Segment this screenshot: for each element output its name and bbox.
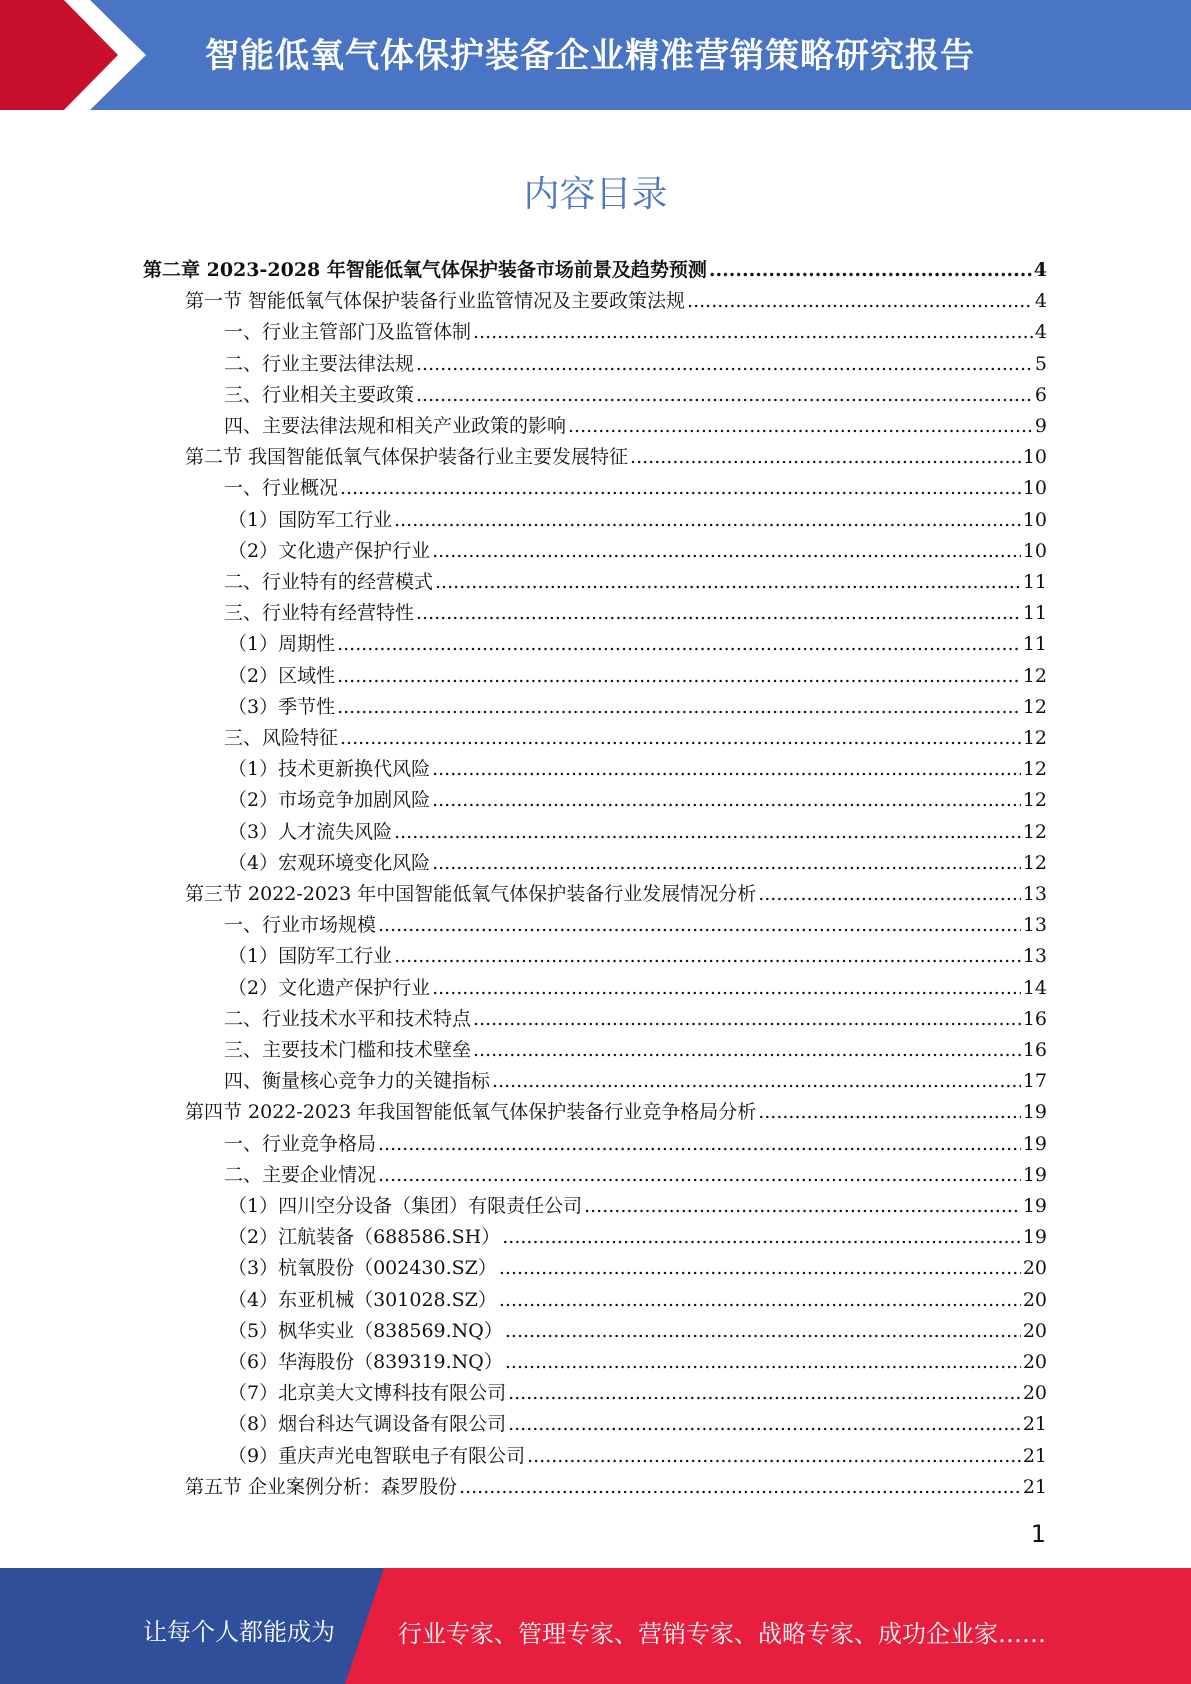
toc-leader-dots — [432, 852, 1021, 874]
toc-entry-label: （1）周期性 — [228, 633, 336, 656]
toc-entry-label: 三、行业特有经营特性 — [224, 602, 415, 625]
toc-entry[interactable] — [228, 848, 1047, 879]
toc-entry-page: 19 — [1022, 1101, 1047, 1124]
toc-entry-label: （7）北京美大文博科技有限公司 — [228, 1382, 507, 1405]
toc-entry[interactable] — [185, 286, 1047, 317]
toc-entry-label: （2）区域性 — [228, 664, 336, 687]
toc-entry-label: （8）烟台科达气调设备有限公司 — [228, 1413, 507, 1436]
toc-leader-dots — [378, 914, 1021, 936]
toc-entry[interactable] — [228, 754, 1047, 785]
toc-entry-page: 12 — [1022, 820, 1047, 843]
toc-leader-dots — [435, 571, 1021, 593]
toc-entry-page: 6 — [1034, 383, 1047, 406]
toc-entry-page: 16 — [1022, 1007, 1047, 1030]
toc-entry-label: 第五节 企业案例分析：森罗股份 — [185, 1475, 458, 1498]
toc-entry[interactable] — [224, 567, 1047, 598]
toc-entry[interactable] — [224, 317, 1047, 348]
toc-entry-page: 20 — [1022, 1319, 1047, 1342]
toc-entry-page: 4 — [1034, 321, 1047, 344]
toc-entry[interactable] — [185, 879, 1047, 910]
toc-entry-label: 一、行业主管部门及监管体制 — [224, 321, 472, 344]
toc-entry-label: （3）季节性 — [228, 695, 336, 718]
toc-entry-page: 12 — [1022, 664, 1047, 687]
toc-entry[interactable] — [228, 661, 1047, 692]
toc-entry[interactable] — [228, 536, 1047, 567]
toc-entry-page: 21 — [1022, 1444, 1047, 1467]
toc-entry-page: 21 — [1022, 1475, 1047, 1498]
toc-entry-page: 12 — [1022, 695, 1047, 718]
toc-entry-page: 19 — [1022, 1163, 1047, 1186]
toc-entry-label: 一、行业市场规模 — [224, 914, 377, 937]
toc-entry-label: 第二节 我国智能低氧气体保护装备行业主要发展特征 — [185, 446, 629, 469]
toc-entry-label: 二、行业主要法律法规 — [224, 352, 415, 375]
toc-entry-page: 16 — [1022, 1039, 1047, 1061]
toc-entry[interactable] — [224, 349, 1047, 380]
toc-leader-dots — [337, 665, 1021, 687]
toc-entry-label: 三、行业相关主要政策 — [224, 383, 415, 406]
toc-entry[interactable] — [228, 1285, 1047, 1316]
toc-leader-dots — [758, 1101, 1021, 1123]
toc-entry-page: 4 — [1033, 259, 1047, 281]
toc-entry-page: 5 — [1034, 352, 1047, 375]
toc-entry[interactable] — [224, 1160, 1047, 1191]
toc-entry-label: 二、行业特有的经营模式 — [224, 571, 434, 593]
toc-leader-dots — [416, 602, 1021, 624]
toc-entry-label: 一、行业概况 — [224, 477, 339, 500]
toc-entry[interactable] — [228, 941, 1047, 972]
toc-leader-dots — [416, 353, 1033, 375]
toc-leader-dots — [432, 540, 1021, 562]
toc-leader-dots — [340, 727, 1021, 749]
toc-entry-label: 三、主要技术门槛和技术壁垒 — [224, 1039, 472, 1061]
toc-entry-page: 19 — [1022, 1132, 1047, 1155]
toc-entry-label: （2）市场竞争加剧风险 — [228, 789, 431, 812]
report-title: 智能低氧气体保护装备企业精准营销策略研究报告 — [205, 36, 975, 76]
toc-entry[interactable] — [228, 1222, 1047, 1253]
toc-leader-dots — [687, 290, 1033, 312]
toc-entry-page: 13 — [1022, 945, 1047, 968]
toc-entry-page: 14 — [1022, 976, 1047, 999]
toc-entry[interactable] — [228, 1191, 1047, 1222]
toc-entry-page: 12 — [1022, 851, 1047, 874]
toc-entry[interactable] — [185, 1097, 1047, 1128]
toc-entry-label: （1）国防军工行业 — [228, 945, 393, 968]
toc-leader-dots — [505, 1351, 1021, 1373]
page-header — [0, 0, 1191, 110]
toc-entry-label: （4）东亚机械（301028.SZ） — [228, 1288, 497, 1311]
toc-entry-label: （2）文化遗产保护行业 — [228, 539, 431, 562]
toc-entry[interactable] — [228, 1441, 1047, 1472]
toc-leader-dots — [630, 446, 1021, 468]
toc-entry-page: 11 — [1022, 633, 1047, 656]
toc-entry-label: 第二章 2023-2028 年智能低氧气体保护装备市场前景及趋势预测 — [143, 259, 707, 281]
toc-leader-dots — [432, 977, 1021, 999]
footer-slogan-right: 行业专家、管理专家、营销专家、战略专家、成功企业家…… — [398, 1620, 1046, 1648]
page-footer — [0, 1568, 1191, 1684]
toc-leader-dots — [499, 1257, 1021, 1279]
toc-leader-dots — [568, 415, 1033, 437]
toc-entry[interactable] — [185, 1472, 1047, 1503]
toc-leader-dots — [527, 1445, 1021, 1467]
toc-heading: 内容目录 — [523, 174, 668, 215]
toc-entry-label: 四、主要法律法规和相关产业政策的影响 — [224, 415, 567, 437]
toc-entry-page: 4 — [1034, 290, 1047, 313]
toc-entry-label: 一、行业竞争格局 — [224, 1132, 377, 1155]
toc-leader-dots — [492, 1070, 1021, 1092]
toc-entry[interactable] — [224, 1004, 1047, 1035]
toc-entry[interactable] — [228, 973, 1047, 1004]
toc-leader-dots — [394, 821, 1021, 843]
toc-entry-label: 二、主要企业情况 — [224, 1163, 377, 1186]
toc-entry-label: （3）杭氧股份（002430.SZ） — [228, 1257, 497, 1280]
toc-entry[interactable] — [228, 629, 1047, 660]
toc-entry-page: 20 — [1022, 1288, 1047, 1311]
toc-entry[interactable] — [228, 1378, 1047, 1409]
toc-leader-dots — [584, 1195, 1021, 1217]
toc-entry-label: 第三节 2022-2023 年中国智能低氧气体保护装备行业发展情况分析 — [185, 883, 757, 905]
toc-entry-label: （1）四川空分设备（集团）有限责任公司 — [228, 1195, 583, 1217]
toc-entry-page: 13 — [1022, 914, 1047, 937]
toc-leader-dots — [378, 1133, 1021, 1155]
toc-entry[interactable] — [224, 1066, 1047, 1097]
toc-entry[interactable] — [228, 1316, 1047, 1347]
toc-entry-page: 17 — [1022, 1070, 1047, 1093]
toc-leader-dots — [337, 633, 1021, 655]
toc-entry-label: 四、衡量核心竞争力的关键指标 — [224, 1070, 491, 1093]
toc-leader-dots — [394, 945, 1021, 967]
toc-entry-page: 19 — [1022, 1226, 1047, 1249]
toc-entry-label: （4）宏观环境变化风险 — [228, 851, 431, 874]
toc-entry[interactable] — [228, 1409, 1047, 1440]
toc-entry-label: （1）技术更新换代风险 — [228, 758, 431, 781]
toc-entry[interactable] — [224, 380, 1047, 411]
toc-entry-page: 12 — [1022, 789, 1047, 812]
toc-entry[interactable] — [228, 505, 1047, 536]
toc-leader-dots — [505, 1320, 1021, 1342]
toc-entry-page: 10 — [1022, 446, 1047, 469]
toc-leader-dots — [473, 1008, 1021, 1030]
toc-entry-label: 三、风险特征 — [224, 727, 339, 749]
toc-leader-dots — [337, 696, 1021, 718]
toc-leader-dots — [378, 1164, 1021, 1186]
toc-leader-dots — [394, 509, 1021, 531]
toc-entry[interactable] — [143, 255, 1047, 286]
toc-leader-dots — [473, 321, 1033, 343]
toc-entry-page: 12 — [1022, 758, 1047, 781]
toc-entry-page: 10 — [1022, 539, 1047, 562]
toc-entry[interactable] — [228, 785, 1047, 816]
toc-entry-page: 10 — [1022, 508, 1047, 531]
toc-leader-dots — [508, 1413, 1021, 1435]
toc-entry-page: 9 — [1034, 415, 1047, 437]
toc-entry[interactable] — [224, 598, 1047, 629]
toc-entry-label: （5）枫华实业（838569.NQ） — [228, 1319, 503, 1342]
toc-entry-label: （2）江航装备（688586.SH） — [228, 1226, 501, 1249]
toc-leader-dots — [499, 1289, 1021, 1311]
toc-leader-dots — [758, 883, 1021, 905]
toc-leader-dots — [709, 259, 1032, 281]
toc-leader-dots — [340, 477, 1021, 499]
toc-entry[interactable] — [224, 1129, 1047, 1160]
toc-entry[interactable] — [224, 910, 1047, 941]
toc-entry-label: （1）国防军工行业 — [228, 508, 393, 531]
toc-entry-page: 20 — [1022, 1257, 1047, 1280]
toc-leader-dots — [473, 1039, 1021, 1061]
toc-entry-page: 12 — [1022, 727, 1047, 749]
toc-entry-page: 10 — [1022, 477, 1047, 500]
toc-entry-label: （3）人才流失风险 — [228, 820, 393, 843]
toc-entry[interactable] — [224, 411, 1047, 442]
toc-entry[interactable] — [228, 1347, 1047, 1378]
toc-leader-dots — [416, 384, 1033, 406]
toc-entry-page: 13 — [1022, 883, 1047, 905]
toc-leader-dots — [508, 1382, 1021, 1404]
toc-entry-label: 第一节 智能低氧气体保护装备行业监管情况及主要政策法规 — [185, 290, 686, 313]
toc-leader-dots — [432, 789, 1021, 811]
toc-entry-page: 20 — [1022, 1382, 1047, 1405]
toc-entry-label: 二、行业技术水平和技术特点 — [224, 1007, 472, 1030]
page-number: 1 — [1030, 1520, 1046, 1548]
toc-entry-label: （2）文化遗产保护行业 — [228, 976, 431, 999]
toc-entry-page: 20 — [1022, 1351, 1047, 1373]
toc-entry-label: （6）华海股份（839319.NQ） — [228, 1351, 503, 1373]
toc-entry[interactable] — [228, 692, 1047, 723]
toc-entry[interactable] — [224, 1035, 1047, 1066]
toc-leader-dots — [459, 1476, 1021, 1498]
toc-leader-dots — [432, 758, 1021, 780]
toc-entry-page: 19 — [1022, 1195, 1047, 1217]
toc-entry-page: 11 — [1022, 602, 1047, 625]
toc-entry[interactable] — [228, 817, 1047, 848]
toc-entry[interactable] — [185, 442, 1047, 473]
toc-entry[interactable] — [228, 1253, 1047, 1284]
toc-entry-label: 第四节 2022-2023 年我国智能低氧气体保护装备行业竞争格局分析 — [185, 1101, 757, 1124]
header-arrow-decoration — [0, 0, 160, 110]
toc-entry[interactable] — [224, 723, 1047, 754]
footer-slogan-left: 让每个人都能成为 — [143, 1618, 335, 1646]
toc-entry-label: （9）重庆声光电智联电子有限公司 — [228, 1444, 526, 1467]
toc-leader-dots — [502, 1226, 1021, 1248]
toc-entry[interactable] — [224, 473, 1047, 504]
toc-entry-page: 11 — [1022, 571, 1047, 593]
toc-entry-page: 21 — [1022, 1413, 1047, 1436]
